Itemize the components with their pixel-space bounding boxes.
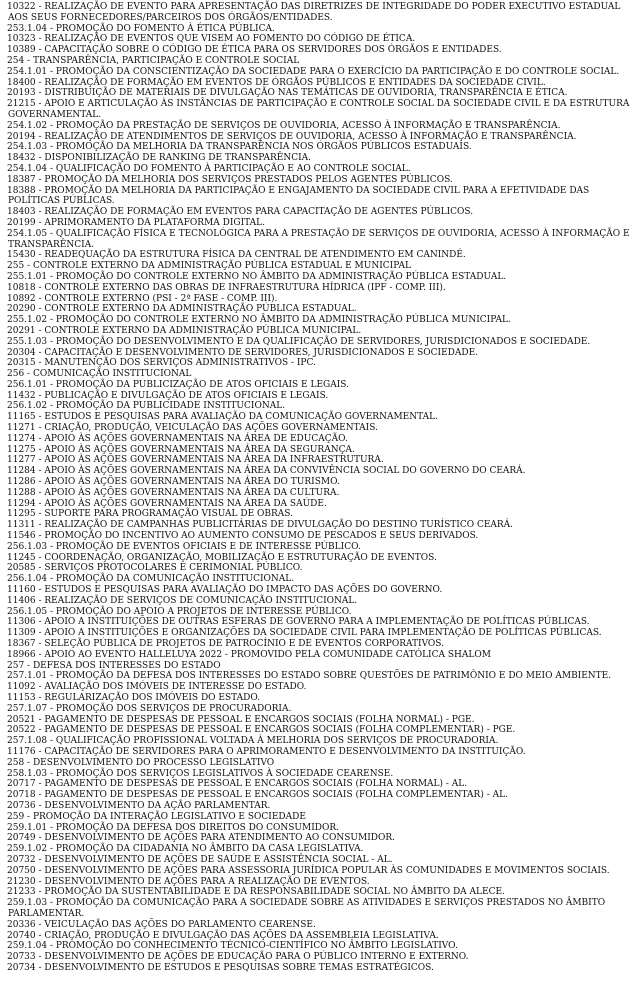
document-line: 18367 - SELEÇÃO PÚBLICA DE PROJETOS DE PATROCÍNIO E DE EVENTOS CORPORATIVOS. — [7, 639, 445, 650]
document-line: 18388 - PROMOÇÃO DA MELHORIA DA PARTICIPAÇÃO E ENGAJAMENTO DA SOCIEDADE CIVIL PARA A EFETIVIDADE DAS POLÍTICAS PÚBLICAS. — [7, 185, 590, 207]
document-line: 20304 - CAPACITAÇÃO E DESENVOLVIMENTO DE SERVIDORES, JURISDICIONADOS E SOCIEDADE. — [7, 347, 479, 358]
document-line: 259.1.04 - PROMOÇÃO DO CONHECIMENTO TÉCNICO-CIENTÍFICO NO ÂMBITO LEGISLATIVO. — [7, 941, 458, 952]
document-line: 18966 - APOIO AO EVENTO HALLELUYA 2022 - PROMOVIDO PELA COMUNIDADE CATÓLICA SHALOM — [7, 649, 491, 660]
document-line: 11277 - APOIO ÀS AÇÕES GOVERNAMENTAIS NA ÁREA DA INFRAESTRUTURA. — [7, 455, 384, 466]
document-line: 11092 - AVALIAÇÃO DOS IMÓVEIS DE INTERESSE DO ESTADO. — [7, 682, 307, 693]
document-line: 20522 - PAGAMENTO DE DESPESAS DE PESSOAL E ENCARGOS SOCIAIS (FOLHA COMPLEMENTAR) - PGE. — [7, 725, 516, 736]
document-line: 256.1.03 - PROMOÇÃO DE EVENTOS OFICIAIS E DE INTERESSE PÚBLICO. — [7, 541, 361, 552]
document-line: 11406 - REALIZAÇÃO DE SERVIÇOS DE COMUNICAÇÃO INSTITUCIONAL. — [7, 595, 358, 606]
document-line: 256 - COMUNICAÇÃO INSTITUCIONAL — [7, 369, 192, 380]
document-line: 11153 - REGULARIZAÇÃO DOS IMÓVEIS DO ESTADO. — [7, 693, 261, 703]
document-line: 256.1.04 - PROMOÇÃO DA COMUNICAÇÃO INSTITUCIONAL. — [7, 574, 295, 585]
document-line: 20740 - CRIAÇÃO, PRODUÇÃO E DIVULGAÇÃO DAS AÇÕES DA ASSEMBLEIA LEGISLATIVA. — [7, 930, 439, 941]
document-line: 11546 - PROMOÇÃO DO INCENTIVO AO AUMENTO CONSUMO DE PESCADOS E SEUS DERIVADOS. — [7, 531, 479, 542]
document-line: 254.1.01 - PROMOÇÃO DA CONSCIENTIZAÇÃO DA SOCIEDADE PARA O EXERCÍCIO DA PARTICIPAÇÃO E DO CONTROLE SOCIAL. — [7, 66, 620, 77]
document-line: 20717 - PAGAMENTO DE DESPESAS DE PESSOAL E ENCARGOS SOCIAIS (FOLHA NORMAL) - AL. — [7, 779, 468, 790]
document-line: 20718 - PAGAMENTO DE DESPESAS DE PESSOAL E ENCARGOS SOCIAIS (FOLHA COMPLEMENTAR) - AL. — [7, 790, 508, 801]
document-line: 18400 - REALIZAÇÃO DE FORMAÇÃO EM EVENTOS DE ÓRGÃOS PÚBLICOS E ENTIDADES DA SOCIEDADE CIVIL. — [7, 77, 546, 88]
document-line: 255 - CONTROLE EXTERNO DA ADMINISTRAÇÃO PÚBLICA ESTADUAL E MUNICIPAL — [7, 261, 411, 272]
document-line: 11176 - CAPACITAÇÃO DE SERVIDORES PARA O APRIMORAMENTO E DESENVOLVIMENTO DA INSTITUIÇÃO. — [7, 746, 526, 757]
document-line: 11294 - APOIO ÀS AÇÕES GOVERNAMENTAIS NA ÁREA DA SAÚDE. — [7, 498, 327, 509]
document-line: 11295 - SUPORTE PARA PROGRAMAÇÃO VISUAL DE OBRAS. — [7, 509, 293, 520]
document-line: 20750 - DESENVOLVIMENTO DE AÇÕES PARA ASSESSORIA JURÍDICA POPULAR ÀS COMUNIDADES E MOVIMENTOS SOCIAIS. — [7, 865, 610, 876]
document-line: 11286 - APOIO ÀS AÇÕES GOVERNAMENTAIS NA ÁREA DO TURISMO. — [7, 477, 340, 488]
document-line: 256.1.02 - PROMOÇÃO DA PUBLICIDADE INSTITUCIONAL. — [7, 401, 286, 412]
document-line: 255.1.02 - PROMOÇÃO DO CONTROLE EXTERNO NO ÂMBITO DA ADMINISTRAÇÃO PÚBLICA MUNICIPAL. — [7, 315, 511, 326]
document-line: 20585 - SERVIÇOS PROTOCOLARES E CERIMONIAL PÚBLICO. — [7, 563, 303, 574]
document-line: 10389 - CAPACITAÇÃO SOBRE O CÓDIGO DE ÉTICA PARA OS SERVIDORES DOS ÓRGÃOS E ENTIDADES. — [7, 45, 502, 56]
document-line: 257.1.08 - QUALIFICAÇÃO PROFISSIONAL VOLTADA À MELHORIA DOS SERVIÇOS DE PROCURADORIA. — [7, 736, 499, 747]
document-line: 15430 - READEQUAÇÃO DA ESTRUTURA FÍSICA DA CENTRAL DE ATENDIMENTO EM CANINDÉ. — [7, 250, 466, 261]
document-line: 253.1.04 - PROMOÇÃO DO FOMENTO À ÉTICA PÚBLICA. — [7, 23, 275, 34]
document-line: 259.1.03 - PROMOÇÃO DA COMUNICAÇÃO PARA A SOCIEDADE SOBRE AS ATIVIDADES E SERVIÇOS PRESTADOS NO ÂMBITO PARLAMENTAR. — [7, 898, 606, 919]
document-line: 21233 - PROMOÇÃO DA SUSTENTABILIDADE E DA RESPONSABILIDADE SOCIAL NO ÂMBITO DA ALECE. — [7, 887, 505, 898]
document-line: 20749 - DESENVOLVIMENTO DE AÇÕES PARA ATENDIMENTO AO CONSUMIDOR. — [7, 833, 396, 844]
document-line: 20732 - DESENVOLVIMENTO DE AÇÕES DE SAÚDE E ASSISTÊNCIA SOCIAL - AL. — [7, 854, 393, 865]
document-line: 10322 - REALIZAÇÃO DE EVENTO PARA APRESENTAÇÃO DAS DIRETRIZES DE INTEGRIDADE DO PODER EXECUTIVO ESTADUAL AOS SEUS FORNECEDORES/PARCEIROS DOS ÓRGÃOS/ENTIDADES. — [7, 2, 621, 23]
document-line: 255.1.01 - PROMOÇÃO DO CONTROLE EXTERNO NO ÂMBITO DA ADMINISTRAÇÃO PÚBLICA ESTADUAL. — [7, 271, 507, 282]
document-line: 11432 - PUBLICAÇÃO E DIVULGAÇÃO DE ATOS OFICIAIS E LEGAIS. — [7, 390, 329, 401]
document-line: 10818 - CONTROLE EXTERNO DAS OBRAS DE INFRAESTRUTURA HÍDRICA (IPF - COMP. III). — [7, 282, 446, 293]
document-line: 257 - DEFESA DOS INTERESSES DO ESTADO — [7, 660, 221, 671]
document-line: 257.1.01 - PROMOÇÃO DA DEFESA DOS INTERESSES DO ESTADO SOBRE QUESTÕES DE PATRIMÔNIO E DO MEIO AMBIENTE. — [7, 671, 612, 682]
document-line: 11271 - CRIAÇÃO, PRODUÇÃO, VEICULAÇÃO DAS AÇÕES GOVERNAMENTAIS. — [7, 423, 378, 434]
document-line: 256.1.05 - PROMOÇÃO DO APOIO A PROJETOS DE INTERESSE PÚBLICO. — [7, 606, 352, 617]
document-line: 21215 - APOIO E ARTICULAÇÃO ÀS INSTÂNCIAS DE PARTICIPAÇÃO E CONTROLE SOCIAL DA SOCIEDADE CIVIL E DA ESTRUTURA GOVERNAMENTAL. — [7, 99, 630, 120]
document-line: 20336 - VEICULAÇÃO DAS AÇÕES DO PARLAMENTO CEARENSE. — [7, 919, 316, 930]
document-line: 258.1.03 - PROMOÇÃO DOS SERVIÇOS LEGISLATIVOS À SOCIEDADE CEARENSE. — [7, 768, 394, 779]
document-line: 20290 - CONTROLE EXTERNO DA ADMINISTRAÇÃO PÚBLICA ESTADUAL. — [7, 304, 357, 315]
document-line: 11245 - COORDENAÇÃO, ORGANIZAÇÃO, MOBILIZAÇÃO E ESTRUTURAÇÃO DE EVENTOS. — [7, 552, 437, 563]
document-line: 254.1.04 - QUALIFICAÇÃO DO FOMENTO À PARTICIPAÇÃO E AO CONTROLE SOCIAL. — [7, 163, 411, 174]
document-line: 20315 - MANUTENÇÃO DOS SERVIÇOS ADMINISTRATIVOS - IPC. — [7, 358, 316, 369]
document-line: 257.1.07 - PROMOÇÃO DOS SERVIÇOS DE PROCURADORIA. — [7, 703, 292, 714]
document-line: 11306 - APOIO A INSTITUIÇÕES DE OUTRAS ESFERAS DE GOVERNO PARA A IMPLEMENTAÇÃO DE POLÍTICAS PÚBLICAS. — [7, 617, 590, 628]
document-line: 18403 - REALIZAÇÃO DE FORMAÇÃO EM EVENTOS PARA CAPACITAÇÃO DE AGENTES PÚBLICOS. — [7, 207, 474, 218]
document-line: 254.1.05 - QUALIFICAÇÃO FÍSICA E TECNOLÓGICA PARA A PRESTAÇÃO DE SERVIÇOS DE OUVIDORIA, ACESSO À INFORMAÇÃO E TRANSPARÊNCIA. — [7, 228, 630, 250]
document-line: 18387 - PROMOÇÃO DA MELHORIA DOS SERVIÇOS PRESTADOS PELOS AGENTES PÚBLICOS. — [7, 174, 453, 185]
document-line: 21230 - DESENVOLVIMENTO DE AÇÕES PARA A REALIZAÇÃO DE EVENTOS. — [7, 876, 370, 887]
document-line: 11274 - APOIO ÀS AÇÕES GOVERNAMENTAIS NA ÁREA DE EDUCAÇÃO. — [7, 433, 348, 444]
document-line: 20734 - DESENVOLVIMENTO DE ESTUDOS E PESQUISAS SOBRE TEMAS ESTRATÉGICOS. — [7, 962, 434, 973]
document-line: 258 - DESENVOLVIMENTO DO PROCESSO LEGISLATIVO — [7, 757, 275, 768]
document-line: 11288 - APOIO ÀS AÇÕES GOVERNAMENTAIS NA ÁREA DA CULTURA. — [7, 487, 340, 498]
document-line: 11309 - APOIO A INSTITUIÇÕES E ORGANIZAÇÕES DA SOCIEDADE CIVIL PARA IMPLEMENTAÇÃO DE POLÍTICAS PÚBLICAS. — [7, 628, 602, 639]
document-line: 20193 - DISTRIBUIÇÃO DE MATERIAIS DE DIVULGAÇÃO NAS TEMÁTICAS DE OUVIDORIA, TRANSPARÊNCIA E ÉTICA. — [7, 88, 568, 99]
document-line: 11165 - ESTUDOS E PESQUISAS PARA AVALIAÇÃO DA COMUNICAÇÃO GOVERNAMENTAL. — [7, 412, 438, 423]
document-line: 259.1.01 - PROMOÇÃO DA DEFESA DOS DIREITOS DO CONSUMIDOR. — [7, 822, 340, 833]
document-line: 18432 - DISPONIBILIZAÇÃO DE RANKING DE TRANSPARÊNCIA. — [7, 153, 311, 164]
document-line: 254 - TRANSPARÊNCIA, PARTICIPAÇÃO E CONTROLE SOCIAL — [7, 55, 300, 66]
document-line: 20733 - DESENVOLVIMENTO DE AÇÕES DE EDUCAÇÃO PARA O PÚBLICO INTERNO E EXTERNO. — [7, 952, 469, 963]
document-line: 11284 - APOIO ÀS AÇÕES GOVERNAMENTAIS NA ÁREA DA CONVIVÊNCIA SOCIAL DO GOVERNO DO CEARÁ. — [7, 466, 526, 477]
document-line: 10892 - CONTROLE EXTERNO (PSI - 2ª FASE - COMP. III). — [7, 293, 278, 304]
document-line: 11160 - ESTUDOS E PESQUISAS PARA AVALIAÇÃO DO IMPACTO DAS AÇÕES DO GOVERNO. — [7, 585, 443, 596]
document-line: 20291 - CONTROLE EXTERNO DA ADMINISTRAÇÃO PÚBLICA MUNICIPAL. — [7, 325, 362, 336]
document-line: 256.1.01 - PROMOÇÃO DA PUBLICIZAÇÃO DE ATOS OFICIAIS E LEGAIS. — [7, 379, 349, 390]
document-line: 11275 - APOIO ÀS AÇÕES GOVERNAMENTAIS NA ÁREA DA SEGURANÇA. — [7, 444, 355, 455]
document-line: 254.1.03 - PROMOÇÃO DA MELHORIA DA TRANSPARÊNCIA NOS ÓRGÃOS PÚBLICOS ESTADUAIS. — [7, 142, 472, 153]
document-line: 20199 - APRIMORAMENTO DA PLATAFORMA DIGITAL. — [7, 217, 266, 228]
document-line: 254.1.02 - PROMOÇÃO DA PRESTAÇÃO DE SERVIÇOS DE OUVIDORIA, ACESSO À INFORMAÇÃO E TRANSPARÊNCIA. — [7, 120, 561, 131]
document-line: 10323 - REALIZAÇÃO DE EVENTOS QUE VISEM AO FOMENTO DO CÓDIGO DE ÉTICA. — [7, 34, 416, 45]
document-line: 255.1.03 - PROMOÇÃO DO DESENVOLVIMENTO E DA QUALIFICAÇÃO DE SERVIDORES, JURISDICIONADOS E SOCIEDADE. — [7, 336, 591, 347]
document-line: 259.1.02 - PROMOÇÃO DA CIDADANIA NO ÂMBITO DA CASA LEGISLATIVA. — [7, 844, 364, 855]
document-line: 259 - PROMOÇÃO DA INTERAÇÃO LEGISLATIVO E SOCIEDADE — [7, 811, 306, 822]
document-line: 20194 - REALIZAÇÃO DE ATENDIMENTOS DE SERVIÇOS DE OUVIDORIA, ACESSO À INFORMAÇÃO E TRANSPARÊNCIA. — [7, 131, 577, 142]
document-line: 11311 - REALIZAÇÃO DE CAMPANHAS PUBLICITÁRIAS DE DIVULGAÇÃO DO DESTINO TURÍSTICO CEARÁ. — [7, 520, 514, 531]
document-line: 20521 - PAGAMENTO DE DESPESAS DE PESSOAL E ENCARGOS SOCIAIS (FOLHA NORMAL) - PGE. — [7, 714, 475, 725]
document-line: 20736 - DESENVOLVIMENTO DA AÇÃO PARLAMENTAR. — [7, 800, 271, 811]
